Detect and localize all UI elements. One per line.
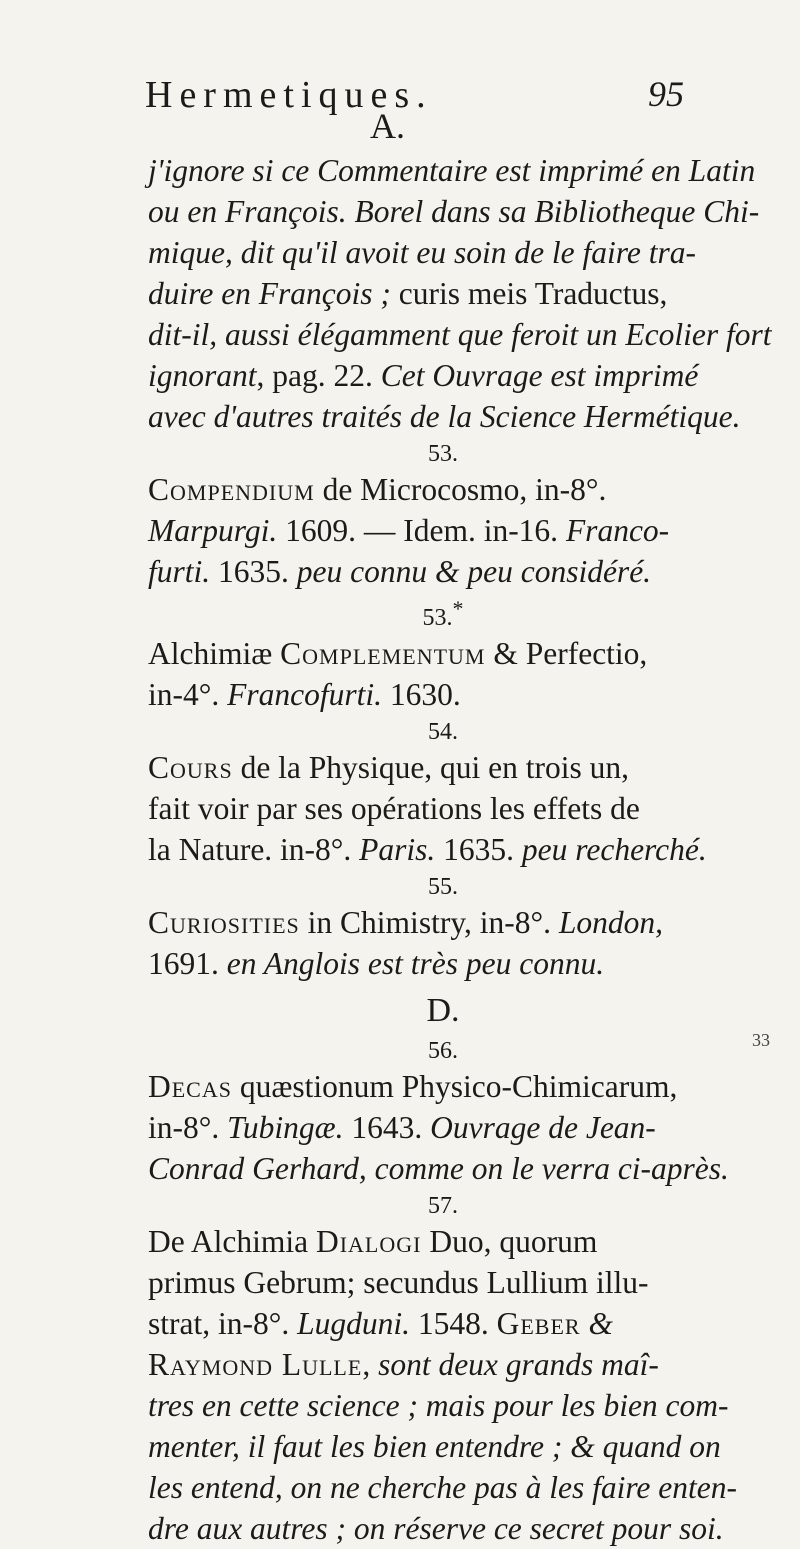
entry-line: furti. 1635. peu connu & peu considéré. (148, 554, 652, 589)
entry-title-line: Curiosities in Chimistry, in-8°. London, (148, 905, 664, 940)
entry-line: dre aux autres ; on réserve ce secret pour soi. (148, 1511, 724, 1546)
entry-line: la Nature. in-8°. Paris. 1635. peu recherché. (148, 832, 707, 867)
asterisk-marker: * (452, 596, 464, 621)
entry-title-line: Decas quæstionum Physico-Chimicarum, (148, 1069, 678, 1104)
entry-number: 54. (428, 719, 458, 745)
entry-line: Conrad Gerhard, comme on le verra ci-après. (148, 1151, 729, 1186)
intro-line: duire en François ; curis meis Traductus, (148, 276, 668, 311)
entry-number: 57. (428, 1193, 458, 1219)
intro-line: dit-il, aussi élégamment que feroit un Ecolier fort (148, 317, 772, 352)
entry-line: in-8°. Tubingæ. 1643. Ouvrage de Jean- (148, 1110, 656, 1145)
entry-line: menter, il faut les bien entendre ; & quand on (148, 1429, 721, 1464)
entry-line: les entend, on ne cherche pas à les faire enten- (148, 1470, 737, 1505)
entry-number: 56. (428, 1038, 458, 1064)
intro-line: ou en François. Borel dans sa Bibliotheque Chi- (148, 194, 760, 229)
intro-line: ignorant, pag. 22. Cet Ouvrage est imprimé (148, 358, 699, 393)
entry-line: Marpurgi. 1609. — Idem. in-16. Franco- (148, 513, 670, 548)
entry-number: 55. (428, 874, 458, 900)
section-letter-a: A. (370, 106, 405, 146)
entry-title-line: Alchimiæ Complementum & Perfectio, (148, 636, 648, 671)
running-head: Hermetiques. (145, 74, 433, 116)
entry-line: tres en cette science ; mais pour les bien com- (148, 1388, 729, 1423)
entry-title-line: Compendium de Microcosmo, in-8°. (148, 472, 607, 507)
margin-note: 33 (752, 1030, 770, 1050)
entry-number: 53.* (422, 596, 464, 631)
entry-line: 1691. en Anglois est très peu connu. (148, 946, 605, 981)
intro-line: mique, dit qu'il avoit eu soin de le faire tra- (148, 235, 696, 270)
entry-line: strat, in-8°. Lugduni. 1548. Geber & (148, 1306, 613, 1341)
entry-title-line: Cours de la Physique, qui en trois un, (148, 750, 630, 785)
entry-line: fait voir par ses opérations les effets de (148, 791, 640, 826)
entry-line: in-4°. Francofurti. 1630. (148, 677, 461, 712)
intro-line: j'ignore si ce Commentaire est imprimé en Latin (148, 153, 756, 188)
entry-line: primus Gebrum; secundus Lullium illu- (148, 1265, 649, 1300)
entry-title-line: De Alchimia Dialogi Duo, quorum (148, 1224, 598, 1259)
entry-number: 53. (428, 441, 458, 467)
intro-line: avec d'autres traités de la Science Hermétique. (148, 399, 741, 434)
entry-line: Raymond Lulle, sont deux grands maî- (148, 1347, 659, 1382)
page-number: 95 (648, 74, 684, 114)
section-letter-d: D. (426, 992, 460, 1029)
